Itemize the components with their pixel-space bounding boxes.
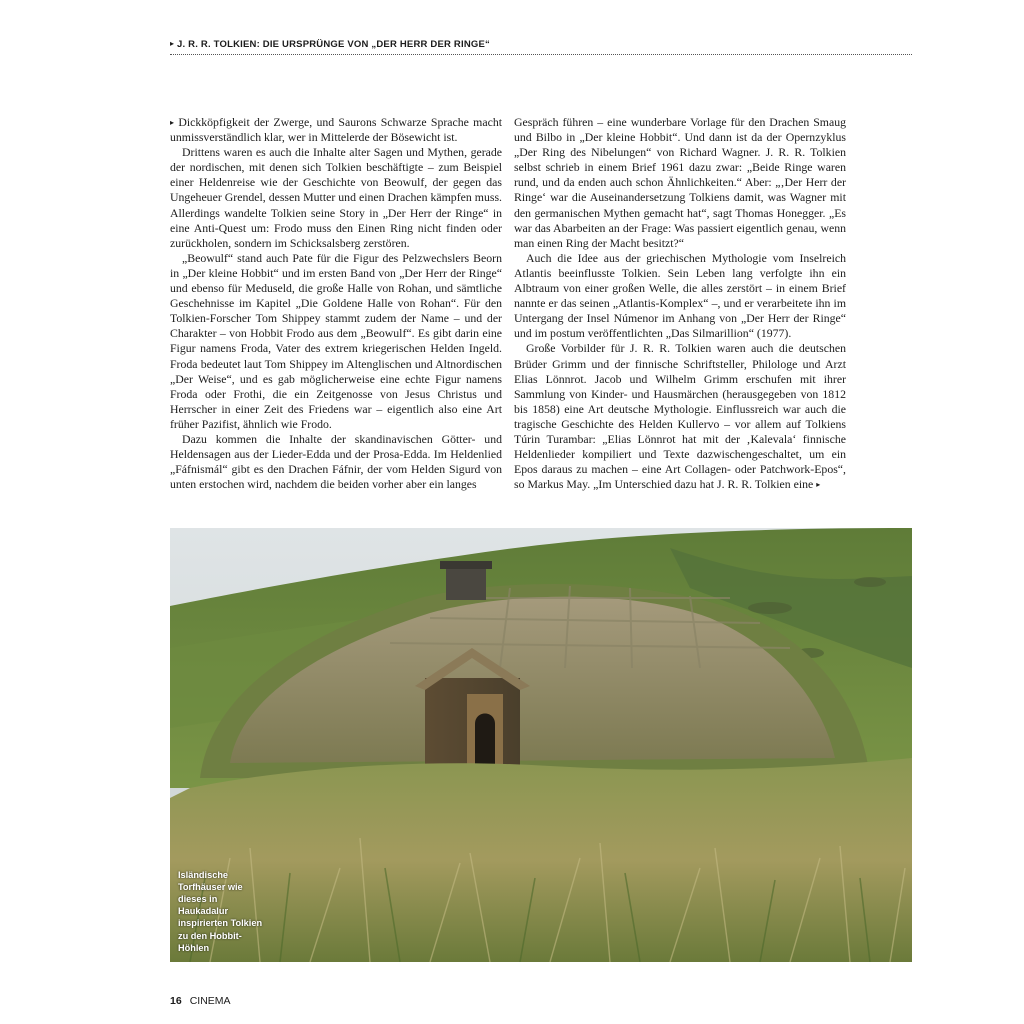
page-number: 16 bbox=[170, 995, 182, 1007]
article-paragraph: „Beowulf“ stand auch Pate für die Figur des Pelzwechslers Beorn in „Der kleine Hobbit“ und im ersten Band von „Der Herr der Ringe“ und ebenso für Meduseld, die große Halle von Rohan, und sämtliche Geschehnisse im Kapitel „Die Goldene Halle von Rohan“. Für den Tolkien-Forscher Tom Shippey stammt zudem der Name – und der Charakter – von Hobbit Frodo aus dem „Beowulf“. Es gibt darin eine Figur namens Froda, Vater des extrem kriegerischen Helden Ingeld. Froda bedeutet laut Tom Shippey im Altenglischen und Altnordischen „Der Weise“, und es gab möglicherweise eine echte Figur namens Froda oder Frothi, die ein Zeitgenosse von Jesus Christus und Herrscher in einer Zeit des Friedens war – eigentlich also eine Art früher Pazifist, ähnlich wie Frodo. bbox=[170, 250, 502, 431]
header-arrow-icon: ▸ bbox=[170, 39, 175, 48]
article-paragraph: Dazu kommen die Inhalte der skandinavischen Götter- und Heldensagen aus der Lieder-Edda und der Prosa-Edda. Im Heldenlied „Fáfnismál“ gibt es den Drachen Fáfnir, der vom Helden Sigurd von unten erstochen wird, nachdem die beiden vorher aber ein langes bbox=[170, 431, 502, 492]
magazine-name: CINEMA bbox=[189, 995, 231, 1007]
article-paragraph: Gespräch führen – eine wunderbare Vorlage für den Drachen Smaug und Bilbo in „Der kleine Hobbit“. Und dann ist da der Opernzyklus „Der Ring des Nibelungen“ von Richard Wagner. J. R. R. Tolkien selbst schrieb in einem Brief 1961 dazu zwar: „Beide Ringe waren rund, und da enden auch schon Ähnlichkeiten.“ Aber: „‚Der Herr der Ringe‘ war die Auseinandersetzung Tolkiens damit, was Wagner mit den germanischen Mythen gemacht hat“, sagt Thomas Honegger. „Es war das Abarbeiten an der Frage: Was passiert eigentlich genau, wenn man einen Ring der Macht besitzt?“ bbox=[514, 115, 846, 250]
photo-caption: Isländische Torfhäuser wie dieses in Haukadalur inspirierten Tolkien zu den Hobbit-Höhlen bbox=[178, 869, 263, 953]
article-paragraph: Auch die Idee aus der griechischen Mythologie vom Inselreich Atlantis beeinflusste Tolkien. Sein Leben lang verfolgte ihn ein Albtraum von einer großen Welle, die alles zerstört – in einem Brief nannte er das seinen „Atlantis-Komplex“ –, und er verarbeitete ihn im Untergang der Insel Númenor im Anhang von „Der Herr der Ringe“ und im postum veröffentlichten „Das Silmarillion“ (1977). bbox=[514, 250, 846, 341]
paragraph-text: Dickköpfigkeit der Zwerge, und Saurons Schwarze Sprache macht unmissverständlich klar, wer in Mittelerde der Bösewicht ist. bbox=[170, 115, 502, 145]
article-paragraph: Drittens waren es auch die Inhalte alter Sagen und Mythen, gerade der nordischen, mit denen sich Tolkien beschäftigte – zum Beispiel einer Heldenreise wie der Geschichte von Beowulf, der gegen das Ungeheuer Grendel, dessen Mutter und einen Drachen kämpfen muss. Allerdings wandelte Tolkien seine Story in „Der Herr der Ringe“ in eine Anti-Quest um: Frodo muss den Einen Ring nicht finden oder zurückholen, sondern im Schicksalsberg zerstören. bbox=[170, 145, 502, 250]
article-paragraph bbox=[514, 341, 846, 492]
header-title: J. R. R. TOLKIEN: DIE URSPRÜNGE VON „DER HERR DER RINGE“ bbox=[177, 39, 490, 50]
running-header bbox=[170, 34, 912, 55]
page-footer bbox=[170, 995, 231, 1009]
turf-house-illustration bbox=[170, 528, 912, 962]
article-column-right bbox=[514, 115, 846, 492]
continuation-arrow-icon: ▸ bbox=[170, 118, 175, 127]
turf-house-photo bbox=[170, 528, 912, 962]
article-column-left bbox=[170, 115, 502, 492]
paragraph-text: Große Vorbilder für J. R. R. Tolkien waren auch die deutschen Brüder Grimm und der finnische Schriftsteller, Philologe und Arzt Elias Lönnrot. Jacob und Wilhelm Grimm erschufen mit ihrer Sammlung von Kinder- und Hausmärchen (herausgegeben von 1812 bis 1858) eine Art deutsche Mythologie. Einflussreich war auch die tragische Geschichte des Helden Kullervo – vor allem auf Tolkiens Túrin Turambar: „Elias Lönnrot hat mit der ‚Kalevala‘ finnische Heldenlieder kompiliert und Texte dazwischengeschaltet, um ein Epos daraus zu machen – eine Art Collagen- oder Patchwork-Epos“, so Markus May. „Im Unterschied dazu hat J. R. R. Tolkien eine bbox=[514, 341, 846, 492]
continued-arrow-icon: ▸ bbox=[816, 480, 821, 490]
article-paragraph bbox=[170, 115, 502, 145]
